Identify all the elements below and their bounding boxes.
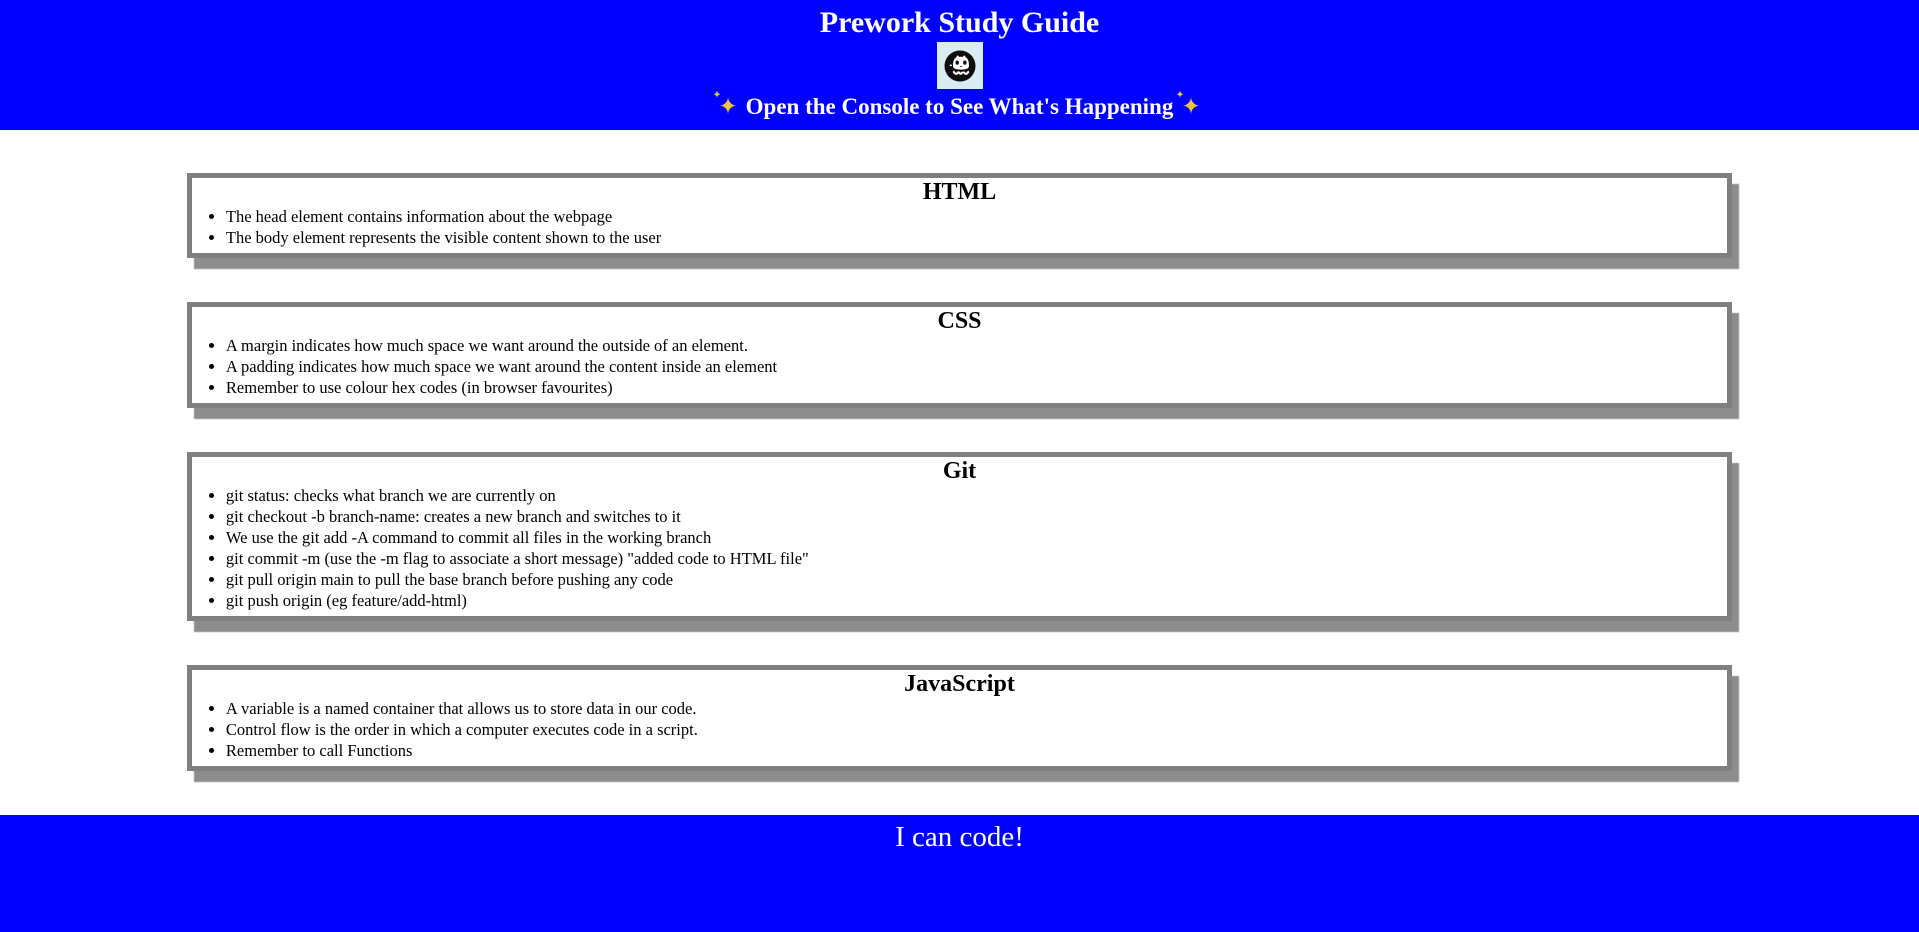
page-title: Prework Study Guide (819, 6, 1100, 39)
list-item: • Remember to use colour hex codes (in browser favourites) (226, 377, 1727, 398)
section-list-css (192, 335, 1727, 398)
section-card-git (187, 452, 1732, 621)
page-header (0, 0, 1919, 130)
subtitle-text: Open the Console to See What's Happening (745, 94, 1174, 119)
section-list-git (192, 485, 1727, 611)
octocat-icon (940, 46, 980, 86)
section-list-javascript (192, 698, 1727, 761)
list-item: • The head element contains information about the webpage (226, 206, 1727, 227)
section-card-javascript (187, 665, 1732, 771)
console-subtitle (0, 94, 1919, 120)
sparkles-icon: ✦ ✦ (718, 94, 737, 120)
list-item: • git pull origin main to pull the base branch before pushing any code (226, 569, 1727, 590)
page-footer (0, 815, 1919, 932)
list-item: • git commit -m (use the -m flag to associate a short message) "added code to HTML file" (226, 548, 1727, 569)
list-item: • Control flow is the order in which a computer executes code in a script. (226, 719, 1727, 740)
footer-message: I can code! (895, 821, 1024, 854)
octocat-logo (937, 42, 983, 89)
section-title-html: HTML (922, 179, 997, 206)
list-item: • git push origin (eg feature/add-html) (226, 590, 1727, 611)
section-title-javascript: JavaScript (904, 671, 1015, 698)
section-list-html (192, 206, 1727, 248)
list-item: • git checkout -b branch-name: creates a new branch and switches to it (226, 506, 1727, 527)
section-card-html (187, 173, 1732, 258)
section-title-css: CSS (937, 308, 982, 335)
sparkles-icon: ✦ ✦ (1181, 94, 1200, 120)
list-item: • Remember to call Functions (226, 740, 1727, 761)
list-item: • The body element represents the visible content shown to the user (226, 227, 1727, 248)
section-title-git: Git (942, 458, 977, 485)
list-item: • git status: checks what branch we are currently on (226, 485, 1727, 506)
study-guide-main (0, 173, 1919, 771)
section-card-css (187, 302, 1732, 408)
list-item: • A padding indicates how much space we want around the content inside an element (226, 356, 1727, 377)
list-item: • A variable is a named container that allows us to store data in our code. (226, 698, 1727, 719)
list-item: • We use the git add -A command to commit all files in the working branch (226, 527, 1727, 548)
list-item: • A margin indicates how much space we want around the outside of an element. (226, 335, 1727, 356)
